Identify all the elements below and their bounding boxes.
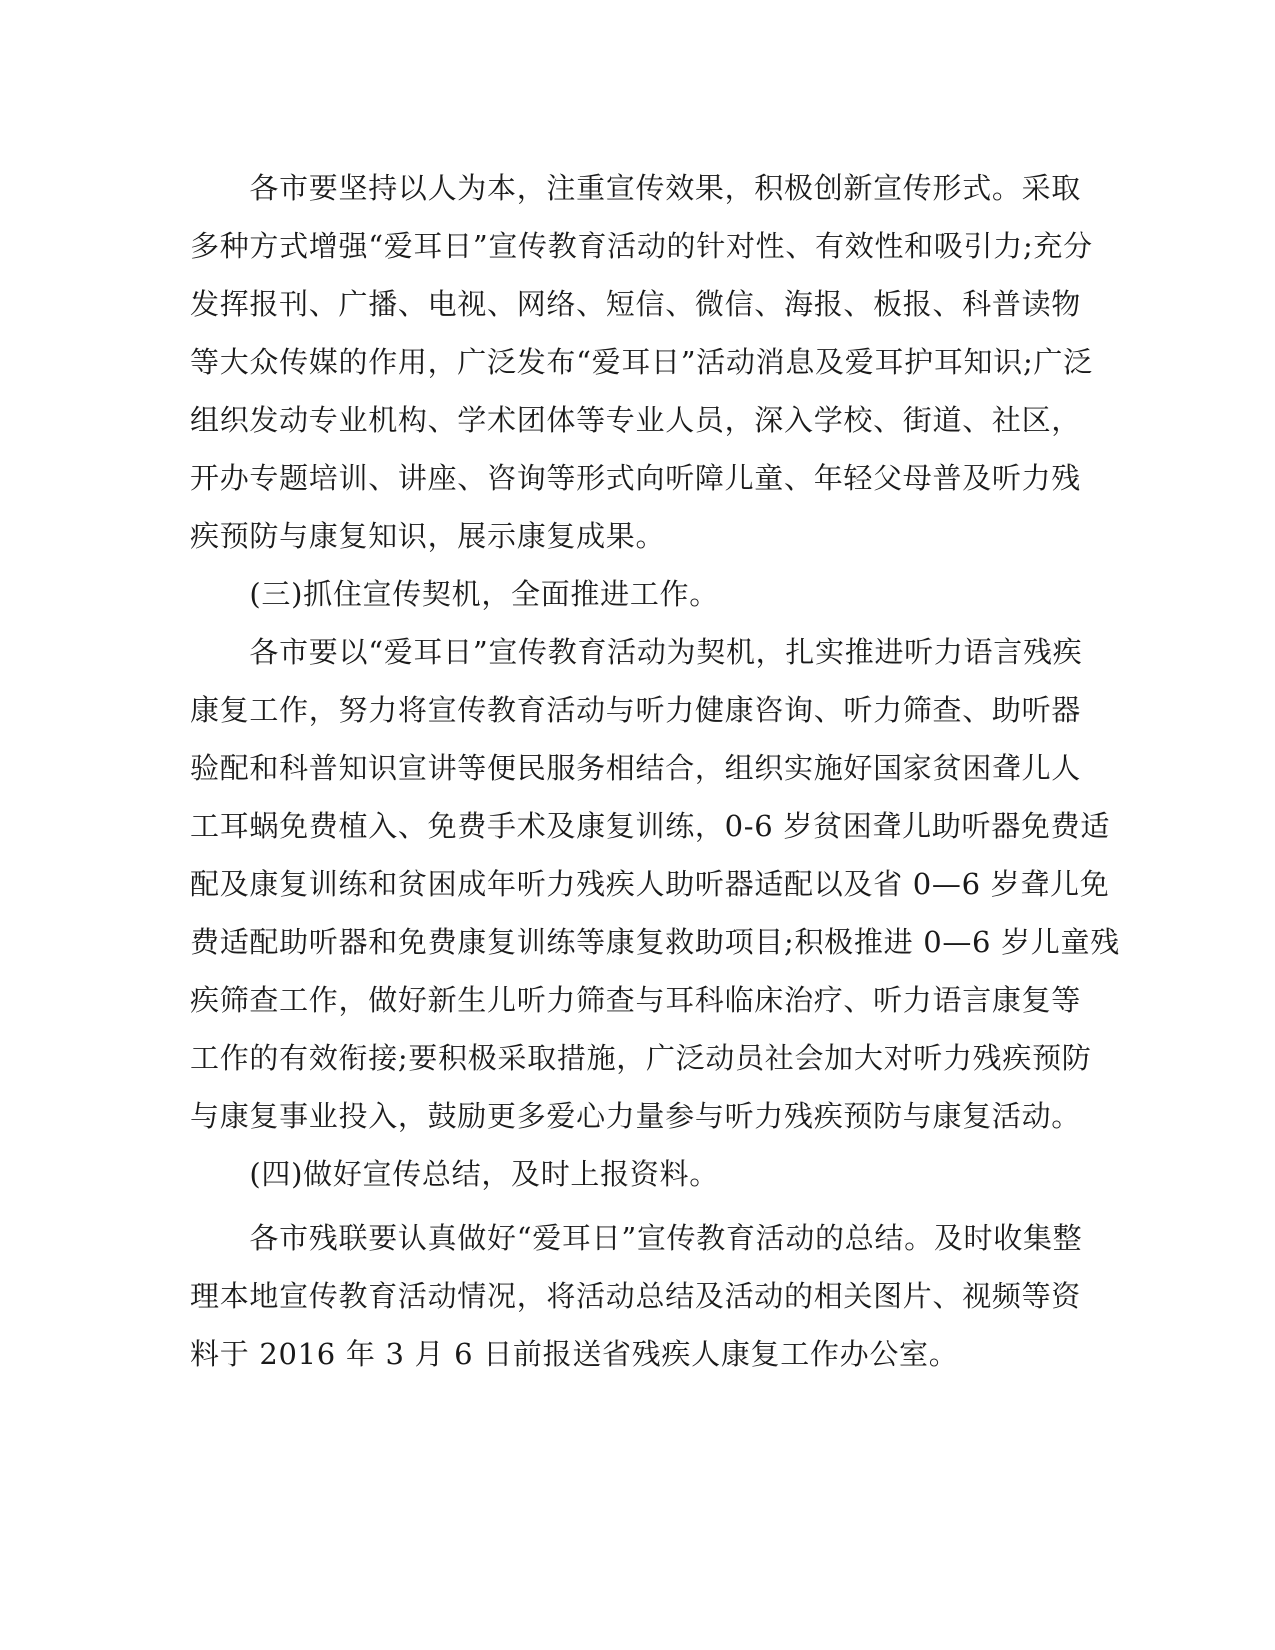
- text-line: 开办专题培训、讲座、咨询等形式向听障儿童、年轻父母普及听力残: [190, 461, 1082, 495]
- text-line: 康复工作，努力将宣传教育活动与听力健康咨询、听力筛查、助听器: [190, 693, 1082, 727]
- text-line: 各市残联要认真做好“爱耳日”宣传教育活动的总结。及时收集整: [190, 1221, 1083, 1255]
- text-line: 各市要坚持以人为本，注重宣传效果，积极创新宣传形式。采取: [190, 171, 1082, 205]
- text-line: 各市要以“爱耳日”宣传教育活动为契机，扎实推进听力语言残疾: [190, 635, 1083, 669]
- text-line: 发挥报刊、广播、电视、网络、短信、微信、海报、板报、科普读物: [190, 287, 1082, 321]
- text-line: 多种方式增强“爱耳日”宣传教育活动的针对性、有效性和吸引力;充分: [190, 229, 1093, 263]
- heading-line: (三)抓住宣传契机，全面推进工作。: [190, 577, 719, 611]
- text-line: 与康复事业投入，鼓励更多爱心力量参与听力残疾预防与康复活动。: [190, 1099, 1082, 1133]
- text-line: 理本地宣传教育活动情况，将活动总结及活动的相关图片、视频等资: [190, 1279, 1082, 1313]
- heading-line: (四)做好宣传总结，及时上报资料。: [190, 1157, 719, 1191]
- text-line: 验配和科普知识宣讲等便民服务相结合，组织实施好国家贫困聋儿人: [190, 751, 1082, 785]
- text-line: 料于 2016 年 3 月 6 日前报送省残疾人康复工作办公室。: [190, 1337, 959, 1371]
- text-line: 等大众传媒的作用，广泛发布“爱耳日”活动消息及爱耳护耳知识;广泛: [190, 345, 1093, 379]
- text-line: 疾筛查工作，做好新生儿听力筛查与耳科临床治疗、听力语言康复等: [190, 983, 1082, 1017]
- text-line: 工作的有效衔接;要积极采取措施，广泛动员社会加大对听力残疾预防: [190, 1041, 1092, 1075]
- text-line: 组织发动专业机构、学术团体等专业人员，深入学校、街道、社区，: [190, 403, 1082, 437]
- text-line: 配及康复训练和贫困成年听力残疾人助听器适配以及省 0—6 岁聋儿免: [190, 867, 1110, 901]
- text-line: 费适配助听器和免费康复训练等康复救助项目;积极推进 0—6 岁儿童残: [190, 925, 1120, 959]
- text-line: 疾预防与康复知识，展示康复成果。: [190, 519, 666, 553]
- text-line: 工耳蜗免费植入、免费手术及康复训练，0-6 岁贫困聋儿助听器免费适: [190, 809, 1111, 843]
